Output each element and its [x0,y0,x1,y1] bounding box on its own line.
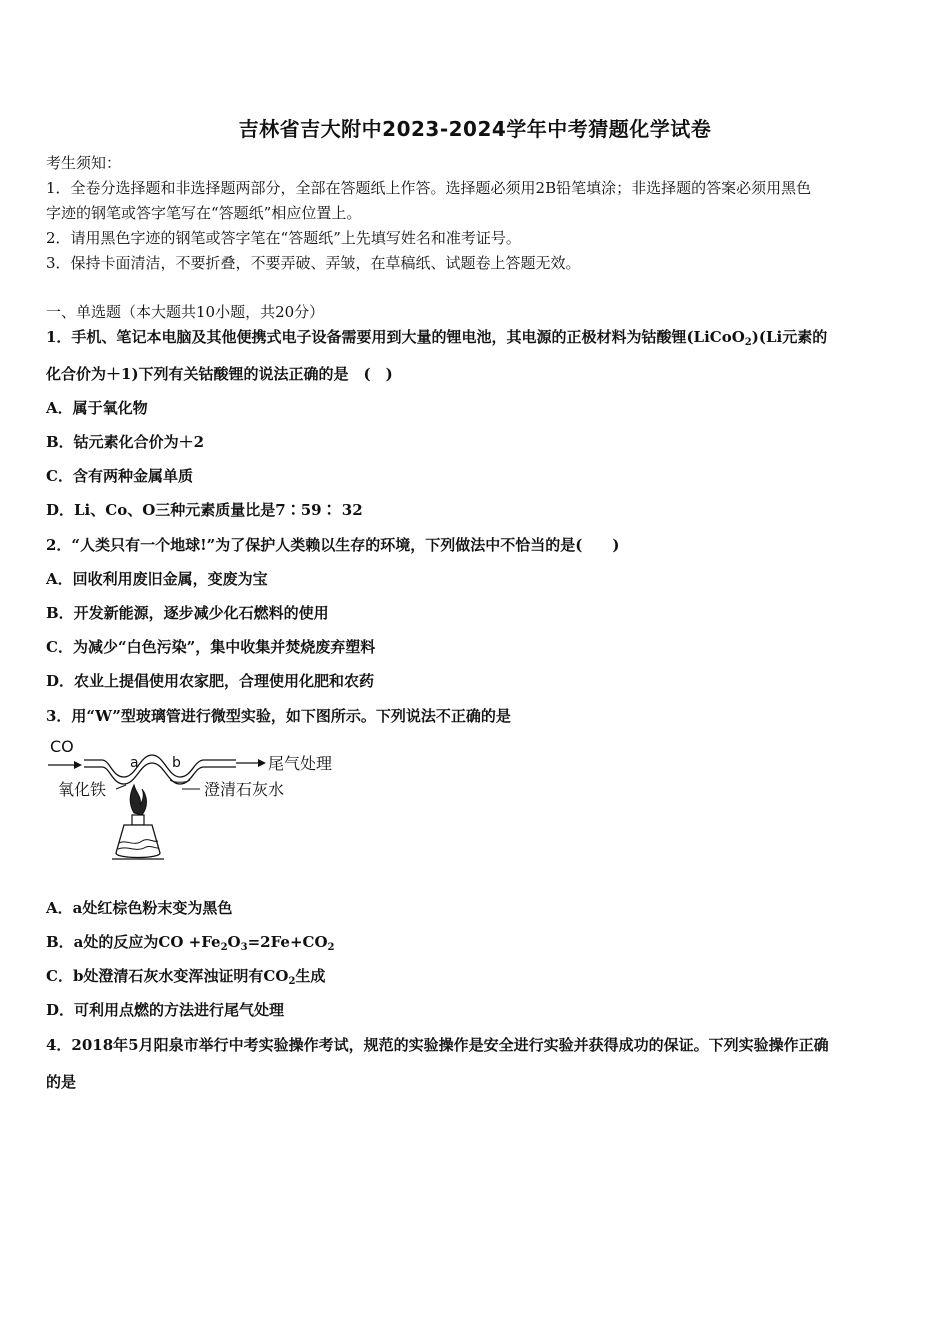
question-2-option-b: B．开发新能源，逐步减少化石燃料的使用 [46,604,329,622]
figure-label-tail-gas: 尾气处理 [268,754,333,773]
question-1-option-a: A．属于氧化物 [46,399,148,417]
figure-label-a: a [130,755,139,771]
notice-item: 2．请用黑色字迹的钢笔或答字笔在“答题纸”上先填写姓名和准考证号。 [46,229,521,247]
question-3-option-b: B．a处的反应为CO $+Fe_2O_3=2Fe+CO_2$ [46,933,335,953]
notice-item: 1．全卷分选择题和非选择题两部分，全部在答题纸上作答。选择题必须用2B铅笔填涂；非选择题的答案必须用黑色 [46,179,812,197]
question-3-option-c: C．b处澄清石灰水变浑浊证明有$CO_2$生成 [46,967,326,987]
notice-item: 字迹的钢笔或答字笔写在“答题纸”相应位置上。 [46,204,362,222]
flame-icon [130,785,146,815]
question-1-option-b: B．钴元素化合价为＋2 [46,433,205,451]
figure-label-b: b [172,755,181,771]
question-1-option-c: C．含有两种金属单质 [46,467,193,485]
figure-label-limewater: 澄清石灰水 [204,780,285,799]
question-3-stem: 3．用“W”型玻璃管进行微型实验，如下图所示。下列说法不正确的是 [46,707,511,725]
figure-label-co: CO [50,737,74,756]
w-tube-apparatus-figure [44,735,344,870]
question-3-option-a: A．a处红棕色粉末变为黑色 [46,899,233,917]
question-2-stem: 2．“人类只有一个地球!”为了保护人类赖以生存的环境，下列做法中不恰当的是( ) [46,536,620,554]
w-tube-diagram [44,735,344,870]
figure-label-iron-oxide: 氧化铁 [58,780,107,799]
question-1-stem: 1．手机、笔记本电脑及其他便携式电子设备需要用到大量的锂电池，其电源的正极材料为钴酸锂(LiCoO$_2$)(Li元素的 [46,328,828,348]
question-4-stem-cont: 的是 [46,1073,77,1091]
question-2-option-a: A．回收利用废旧金属，变废为宝 [46,570,268,588]
question-4-stem: 4．2018年5月阳泉市举行中考实验操作考试，规范的实验操作是安全进行实验并获得成功的保证。下列实验操作正确 [46,1036,829,1054]
question-2-option-c: C．为减少“白色污染”，集中收集并焚烧废弃塑料 [46,638,376,656]
notice-heading: 考生须知： [46,154,122,172]
question-3-option-d: D．可利用点燃的方法进行尾气处理 [46,1001,285,1019]
page-title: 吉林省吉大附中2023-2024学年中考猜题化学试卷 [238,117,712,141]
notice-item: 3．保持卡面清洁，不要折叠，不要弄破、弄皱，在草稿纸、试题卷上答题无效。 [46,254,581,272]
question-2-option-d: D．农业上提倡使用农家肥，合理使用化肥和农药 [46,672,375,690]
question-1-stem-cont: 化合价为＋1)下列有关钴酸锂的说法正确的是 ( ) [46,365,393,383]
section-heading: 一、单选题（本大题共10小题，共20分） [46,303,325,321]
question-1-option-d: D．Li、Co、O三种元素质量比是7∶59∶ 32 [46,501,363,519]
